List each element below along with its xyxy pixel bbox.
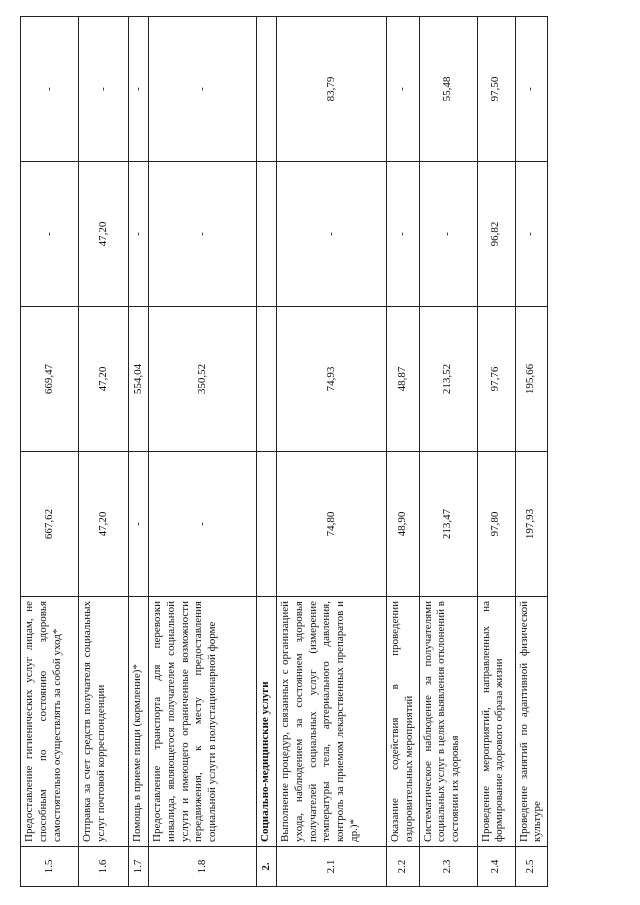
service-description: Помощь в приеме пищи (кормление)* [129,597,149,847]
value-cell: 47,20 [79,307,129,452]
value-cell: - [79,17,129,162]
value-cell: 48,87 [387,307,420,452]
row-number: 1.5 [21,847,79,887]
value-cell: - [387,17,420,162]
value-cell: - [129,452,149,597]
value-cell: - [515,17,548,162]
row-number: 2.3 [419,847,477,887]
service-description: Оказание содействия в проведении оздоровительных мероприятий [387,597,420,847]
value-cell: 350,52 [149,307,257,452]
value-cell: 213,52 [419,307,477,452]
value-cell: 195,66 [515,307,548,452]
value-cell: 669,47 [21,307,79,452]
value-cell: 47,20 [79,162,129,307]
value-cell: 97,50 [477,17,515,162]
rotated-table-wrapper [20,17,542,887]
table-row [515,17,548,887]
tariff-table [20,16,548,887]
section-row [257,17,277,887]
value-cell [257,307,277,452]
value-cell: 554,04 [129,307,149,452]
service-description: Проведение занятий по адаптивной физической культуре [515,597,548,847]
table-row [79,17,129,887]
service-description: Выполнение процедур, связанных с организацией ухода, наблюдением за состоянием здоровья получателей социальных услуг (измерение температуры тела, артериального давления, контроль за приемом лекарственных препаратов и др.)* [277,597,387,847]
value-cell: 74,80 [277,452,387,597]
table-row [149,17,257,887]
table-row [277,17,387,887]
value-cell [257,17,277,162]
row-number: 2.5 [515,847,548,887]
value-cell: - [515,162,548,307]
value-cell: 667,62 [21,452,79,597]
value-cell: 48,90 [387,452,420,597]
service-description: Предоставление гигиенических услуг лицам, не способным по состоянию здоровья самостоятельно осуществлять за собой уход* [21,597,79,847]
service-description: Систематическое наблюдение за получателями социальных услуг в целях выявления отклонений в состоянии их здоровья [419,597,477,847]
value-cell: 97,80 [477,452,515,597]
value-cell [257,162,277,307]
table-row [477,17,515,887]
row-number: 1.8 [149,847,257,887]
value-cell: - [277,162,387,307]
row-number: 2.4 [477,847,515,887]
value-cell: - [129,162,149,307]
value-cell: 97,76 [477,307,515,452]
value-cell: - [149,162,257,307]
value-cell: - [387,162,420,307]
row-number: 1.7 [129,847,149,887]
value-cell: 197,93 [515,452,548,597]
value-cell: - [419,162,477,307]
value-cell: 47,20 [79,452,129,597]
row-number: 2.2 [387,847,420,887]
section-number: 2. [257,847,277,887]
value-cell: - [21,17,79,162]
value-cell: 213,47 [419,452,477,597]
service-description: Отправка за счет средств получателя социальных услуг почтовой корреспонденции [79,597,129,847]
section-title: Социально-медицинские услуги [257,597,277,847]
value-cell: 55,48 [419,17,477,162]
value-cell [257,452,277,597]
value-cell: - [129,17,149,162]
row-number: 2.1 [277,847,387,887]
table-row [387,17,420,887]
value-cell: 74,93 [277,307,387,452]
service-description: Предоставление транспорта для перевозки инвалида, являющегося получателем социальной услуги и имеющего ограниченные возможности передвижения, к месту предоставления социальной услуги в полустационарной форме [149,597,257,847]
table-row [419,17,477,887]
service-description: Проведение мероприятий, направленных на формирование здорового образа жизни [477,597,515,847]
value-cell: - [149,17,257,162]
value-cell: 96,82 [477,162,515,307]
value-cell: 83,79 [277,17,387,162]
table-row [129,17,149,887]
value-cell: - [21,162,79,307]
value-cell: - [149,452,257,597]
table-row [21,17,79,887]
row-number: 1.6 [79,847,129,887]
